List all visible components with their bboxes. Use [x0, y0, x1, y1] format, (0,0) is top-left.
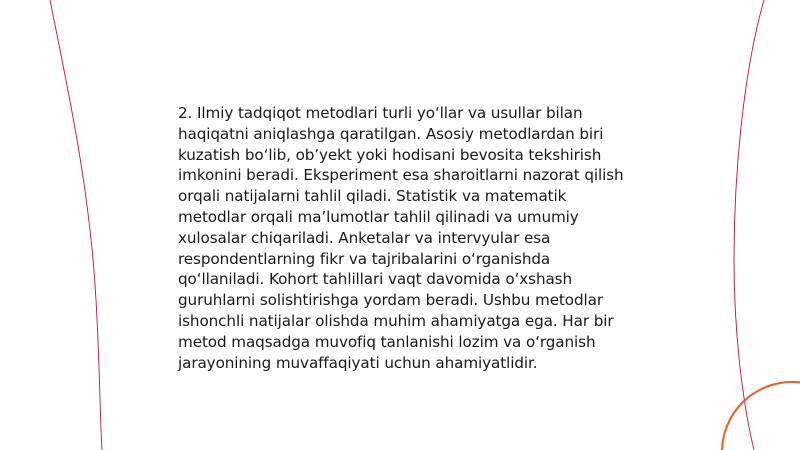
accent-circle [722, 382, 800, 450]
left-arc [50, 0, 102, 450]
right-arc [734, 0, 764, 450]
body-paragraph: 2. Ilmiy tadqiqot metodlari turli yo‘llar va usullar bilan haqiqatni aniqlashga qaratilgan. Asosiy metodlardan biri kuzatish bo‘lib, ob’yekt yoki hodisani bevosita tekshirish imkonini beradi. Eksperiment esa sharoitlarni nazorat qilish orqali natijalarni tahlil qiladi. Statistik va matematik metodlar orqali ma’lumotlar tahlil qilinadi va umumiy xulosalar chiqariladi. Anketalar va intervyular esa respondentlarning fikr va tajribalarini o‘rganishda qo‘llaniladi. Kohort tahlillari vaqt davomida o‘xshash guruhlarni solishtirishga yordam beradi. Ushbu metodlar ishonchli natijalar olishda muhim ahamiyatga ega. Har bir metod maqsadga muvofiq tanlanishi lozim va o‘rganish jarayonining muvaffaqiyati uchun ahamiyatlidir. [178, 104, 624, 372]
